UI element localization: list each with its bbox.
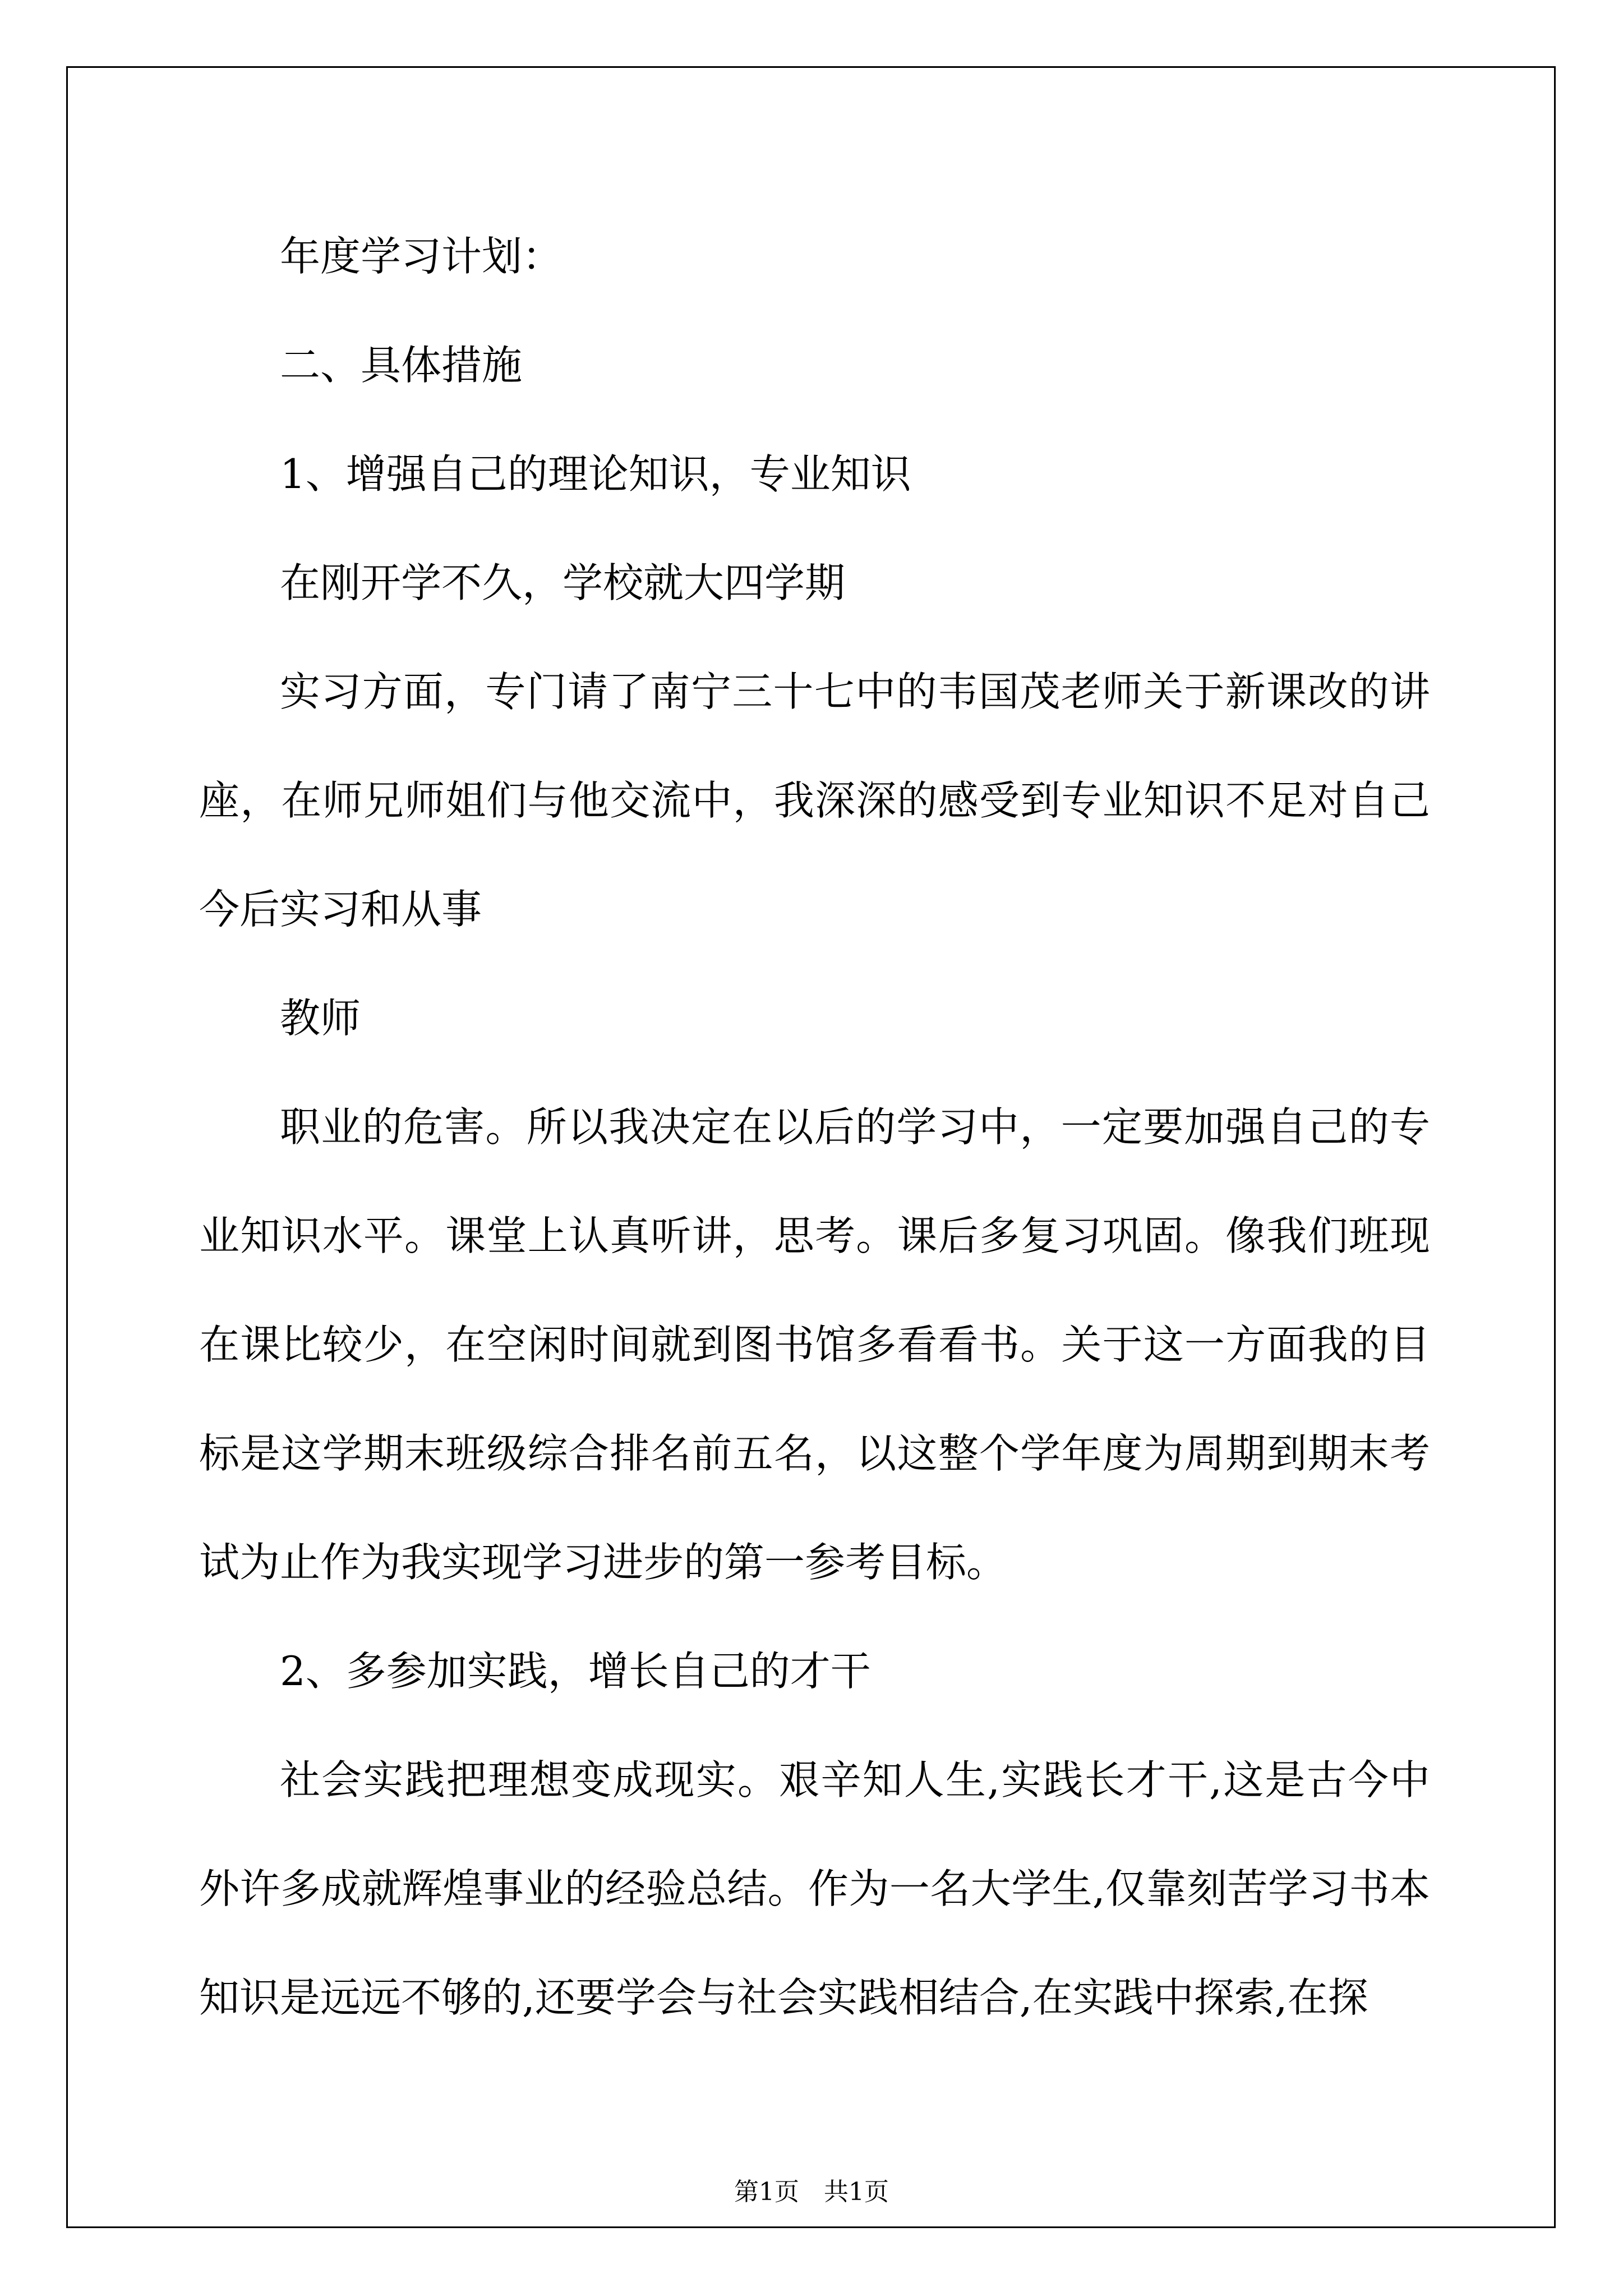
page-footer: 第1页 共1页 bbox=[734, 2178, 889, 2206]
paragraph-plan-title: 年度学习计划： bbox=[280, 233, 563, 280]
paragraph-item-1-heading: 1、增强自己的理论知识，专业知识 bbox=[280, 450, 911, 498]
document-body bbox=[199, 202, 1430, 2052]
paragraph-section-heading: 二、具体措施 bbox=[280, 342, 523, 389]
paragraph-text: 实习方面，专门请了南宁三十七中的韦国茂老师关于新课改的讲座，在师兄师姐们与他交流中，我深深的感受到专业知识不足对自己今后实习和从事 bbox=[199, 668, 1430, 933]
paragraph-text: 社会实践把理想变成现实。艰辛知人生,实践长才干,这是古今中外许多成就辉煌事业的经验总结。作为一名大学生,仅靠刻苦学习书本知识是远远不够的,还要学会与社会实践相结合,在实践中探索,在探 bbox=[199, 1756, 1430, 2021]
paragraph-text: 职业的危害。所以我决定在以后的学习中，一定要加强自己的专业知识水平。课堂上认真听讲，思考。课后多复习巩固。像我们班现在课比较少，在空闲时间就到图书馆多看看书。关于这一方面我的目标是这学期末班级综合排名前五名，以这整个学年度为周期到期末考试为止作为我实现学习进步的第一参考目标。 bbox=[199, 1103, 1430, 1586]
paragraph-text: 教师 bbox=[280, 995, 361, 1042]
paragraph-text: 在刚开学不久，学校就大四学期 bbox=[280, 559, 846, 606]
paragraph-item-2-heading: 2、多参加实践，增长自己的才干 bbox=[280, 1648, 871, 1695]
